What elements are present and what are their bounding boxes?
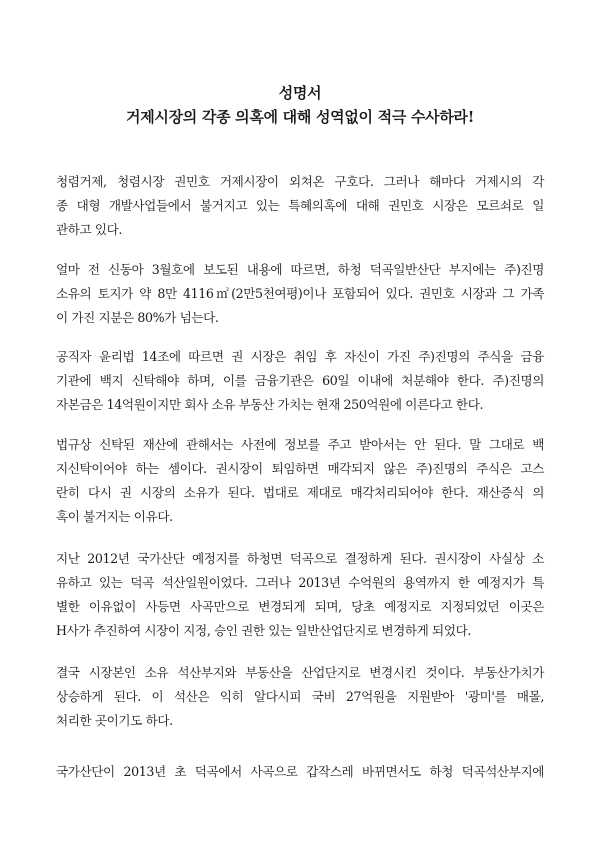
paragraph-3	[56, 345, 544, 417]
paragraph-line: 란히 다시 권 시장의 소유가 된다. 법대로 제대로 매각처리되어야 한다. 재산증식 의	[56, 485, 544, 500]
paragraph-line: 관하고 있다.	[56, 222, 123, 237]
paragraph-line: 지신탁이어야 하는 셈이다. 권시장이 퇴임하면 매각되지 않은 주)진명의 주식은 고스	[56, 461, 544, 476]
paragraph-line: 자본금은 14억원이지만 회사 소유 부동산 가치는 현재 250억원에 이른다고 한다.	[56, 397, 484, 412]
paragraph-line: 청렴거제, 청렴시장 권민호 거제시장이 외쳐온 구호다. 그러나 해마다 거제시의 각	[56, 174, 544, 189]
paragraph-line: 지난 2012년 국가산단 예정지를 하청면 덕곡으로 결정하게 된다. 권시장이 사실상 소	[56, 551, 544, 566]
paragraph-line: 혹이 불거지는 이유다.	[56, 509, 173, 524]
page-subtitle: 거제시장의 각종 의혹에 대해 성역없이 적극 수사하라!	[126, 108, 474, 126]
paragraph-4	[56, 433, 544, 529]
paragraph-line: 기관에 백지 신탁해야 하며, 이를 금융기관은 60일 이내에 처분해야 한다. 주)진명의	[56, 373, 544, 388]
paragraph-line: 결국 시장본인 소유 석산부지와 부동산을 산업단지로 변경시킨 것이다. 부동산가치가	[56, 665, 544, 680]
paragraph-7	[56, 760, 544, 784]
paragraph-line: 유하고 있는 덕곡 석산일원이었다. 그러나 2013년 수억원의 용역까지 한 예정지가 특	[56, 575, 544, 590]
page-title: 성명서	[278, 84, 322, 102]
paragraph-5	[56, 547, 544, 643]
paragraph-line: 상승하게 된다. 이 석산은 익히 알다시피 국비 27억원을 지원받아 '광미'를 매몰,	[56, 689, 544, 704]
paragraph-line: 이 가진 지분은 80%가 넘는다.	[56, 310, 219, 325]
paragraph-1	[56, 170, 544, 242]
paragraph-line: 종 대형 개발사업들에서 불거지고 있는 특혜의혹에 대해 권민호 시장은 모르쇠로 일	[56, 198, 544, 213]
paragraph-2	[56, 258, 544, 330]
paragraph-line: 처리한 곳이기도 하다.	[56, 713, 173, 728]
paragraph-line: 국가산단이 2013년 초 덕곡에서 사곡으로 갑작스레 바뀌면서도 하청 덕곡석산부지에	[56, 764, 544, 779]
paragraph-line: 법규상 신탁된 재산에 관해서는 사전에 정보를 주고 받아서는 안 된다. 말 그대로 백	[56, 437, 544, 452]
paragraph-line: 별한 이유없이 사등면 사곡만으로 변경되게 되며, 당초 예정지로 지정되었던 이곳은	[56, 599, 544, 614]
paragraph-line: 공직자 윤리법 14조에 따르면 권 시장은 취임 후 자신이 가진 주)진명의 주식을 금융	[56, 349, 544, 364]
paragraph-line: 소유의 토지가 약 8만 4116㎡(2만5천여평)이나 포함되어 있다. 권민호 시장과 그 가족	[56, 286, 544, 301]
paragraph-line: H사가 추진하여 시장이 지정, 승인 권한 있는 일반산업단지로 변경하게 되었다.	[56, 623, 471, 638]
paragraph-6	[56, 661, 544, 733]
paragraph-line: 얼마 전 신동아 3월호에 보도된 내용에 따르면, 하청 덕곡일반산단 부지에는 주)진명	[56, 262, 544, 277]
